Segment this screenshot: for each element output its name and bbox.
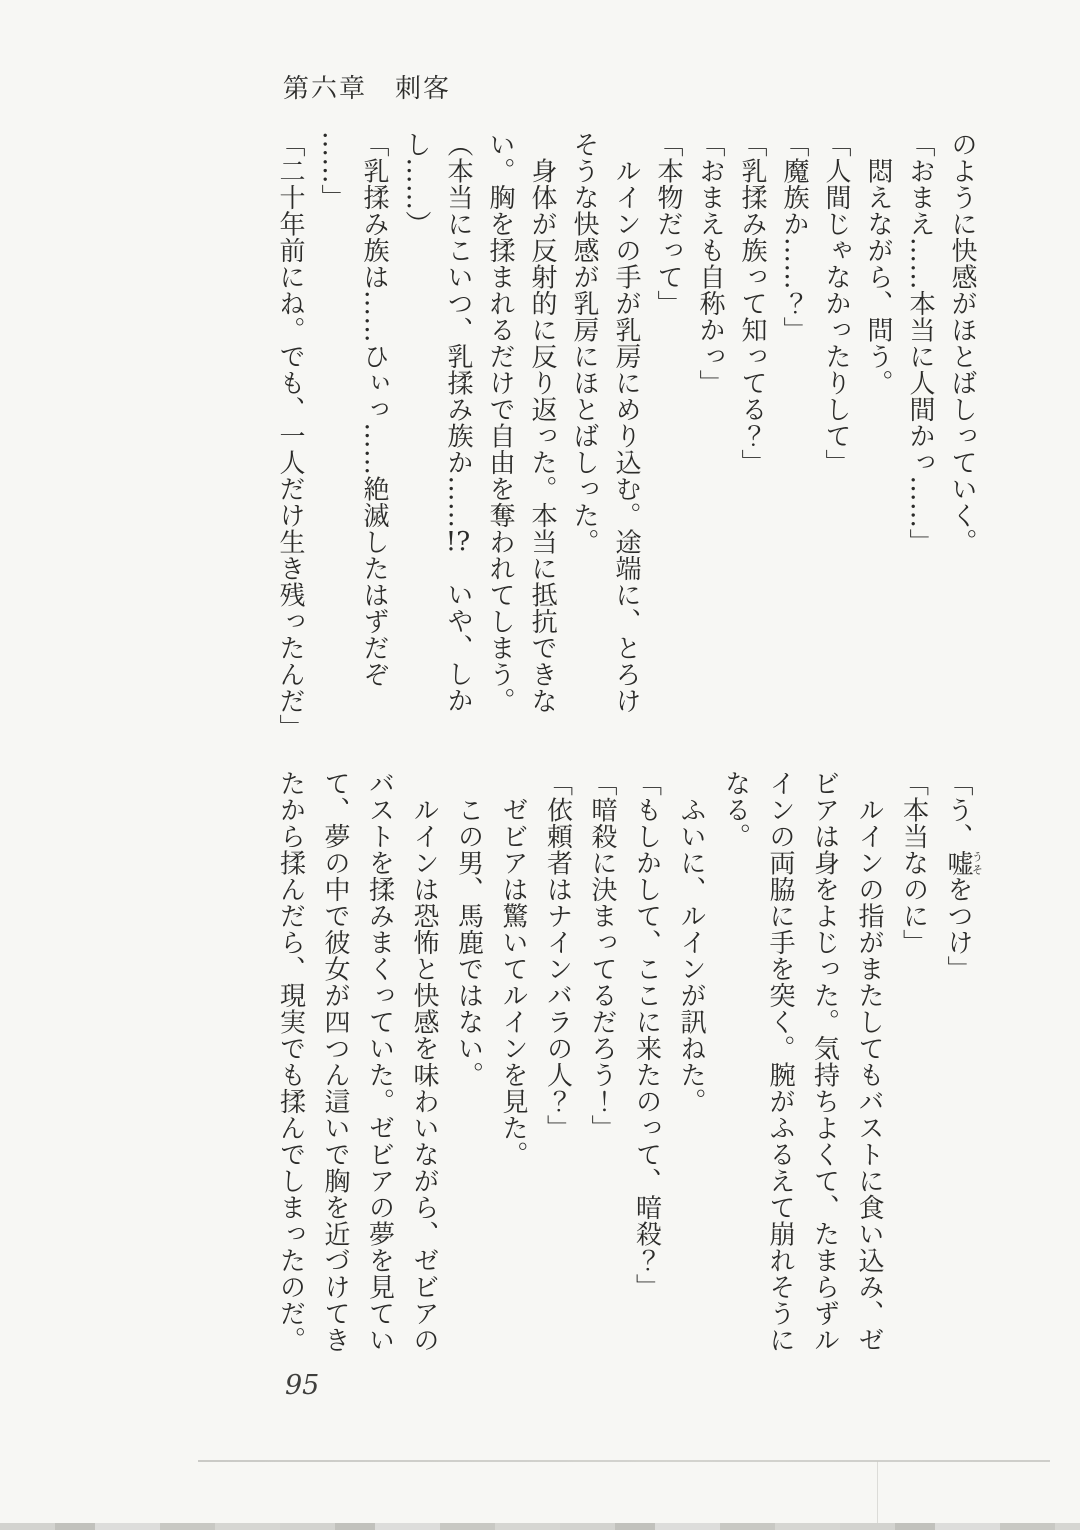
text-line: 「乳揉み族って知ってる？」	[737, 131, 767, 476]
text-line: バストを揉みまくっていた。ゼビアの夢を見てい	[364, 770, 395, 1353]
text-line: 「依頼者はナインバラの人？」	[542, 770, 573, 1141]
text-line: 「本当なのに」	[898, 770, 929, 956]
scan-artifact-vertical-line	[877, 1461, 878, 1527]
text-line: 「人間じゃなかったりして」	[821, 131, 851, 476]
text-line: たから揉んだら、現実でも揉んでしまったのだ。	[275, 770, 306, 1353]
text-line: 「う、嘘うそをつけ」	[943, 770, 984, 982]
text-line: なる。	[720, 770, 751, 850]
text-line: ゼビアは驚いてルインを見た。	[498, 770, 528, 1168]
text-line: ……」	[317, 131, 347, 211]
chapter-header: 第六章 刺客	[283, 74, 452, 104]
text-line: 「魔族か……？」	[779, 131, 809, 343]
scan-artifact-horizontal-line	[198, 1460, 1050, 1462]
text-line: そうな快感が乳房にほとばしった。	[569, 131, 599, 555]
text-line: 身体が反射的に反り返った。本当に抵抗できな	[527, 131, 557, 714]
text-line: し……）	[401, 131, 431, 237]
text-line: い。胸を揉まれるだけで自由を奪われてしまう。	[485, 131, 515, 714]
text-line: 「二十年前にね。でも、一人だけ生き残ったんだ」	[275, 131, 305, 741]
text-line: 「暗殺に決まってるだろう！」	[587, 770, 617, 1141]
text-line: この男、馬鹿ではない。	[453, 770, 484, 1088]
page-number: 95	[285, 1370, 320, 1401]
text-line: インの両脇に手を突く。腕がふるえて崩れそうに	[765, 770, 795, 1353]
text-line: ルインの手が乳房にめり込む。途端に、とろけ	[611, 131, 641, 714]
text-line: ルインは恐怖と快感を味わいながら、ゼビアの	[409, 770, 439, 1353]
text-line: （本当にこいつ、乳揉み族か……!? いや、しか	[443, 131, 473, 714]
text-line: 「おまえも自称かっ」	[695, 131, 725, 396]
text-line: 「本物だって」	[653, 131, 683, 317]
tate-chu-yoko: !?	[445, 528, 471, 555]
text-line: ビアは身をよじった。気持ちよくて、たまらずル	[809, 770, 840, 1353]
text-line: ルインの指がまたしてもバストに食い込み、ゼ	[854, 770, 884, 1353]
text-line: 悶えながら、問う。	[863, 131, 893, 396]
ruby-annotation: 嘘うそ	[943, 849, 984, 876]
text-line: 「乳揉み族は……ひぃっ……絶滅したはずだぞ	[359, 131, 389, 688]
text-line: て、夢の中で彼女が四つん這いで胸を近づけてき	[320, 770, 350, 1353]
text-block-lower	[268, 770, 983, 1395]
scan-artifact-bottom-band	[0, 1523, 1080, 1530]
text-line: のように快感がほとばしっていく。	[947, 131, 977, 555]
text-line: 「もしかして、ここに来たのって、暗殺？」	[631, 770, 662, 1300]
text-line: 「おまえ……本当に人間かっ……」	[905, 131, 935, 555]
text-block-upper	[269, 131, 983, 776]
text-line: ふいに、ルインが訊ねた。	[676, 770, 706, 1115]
